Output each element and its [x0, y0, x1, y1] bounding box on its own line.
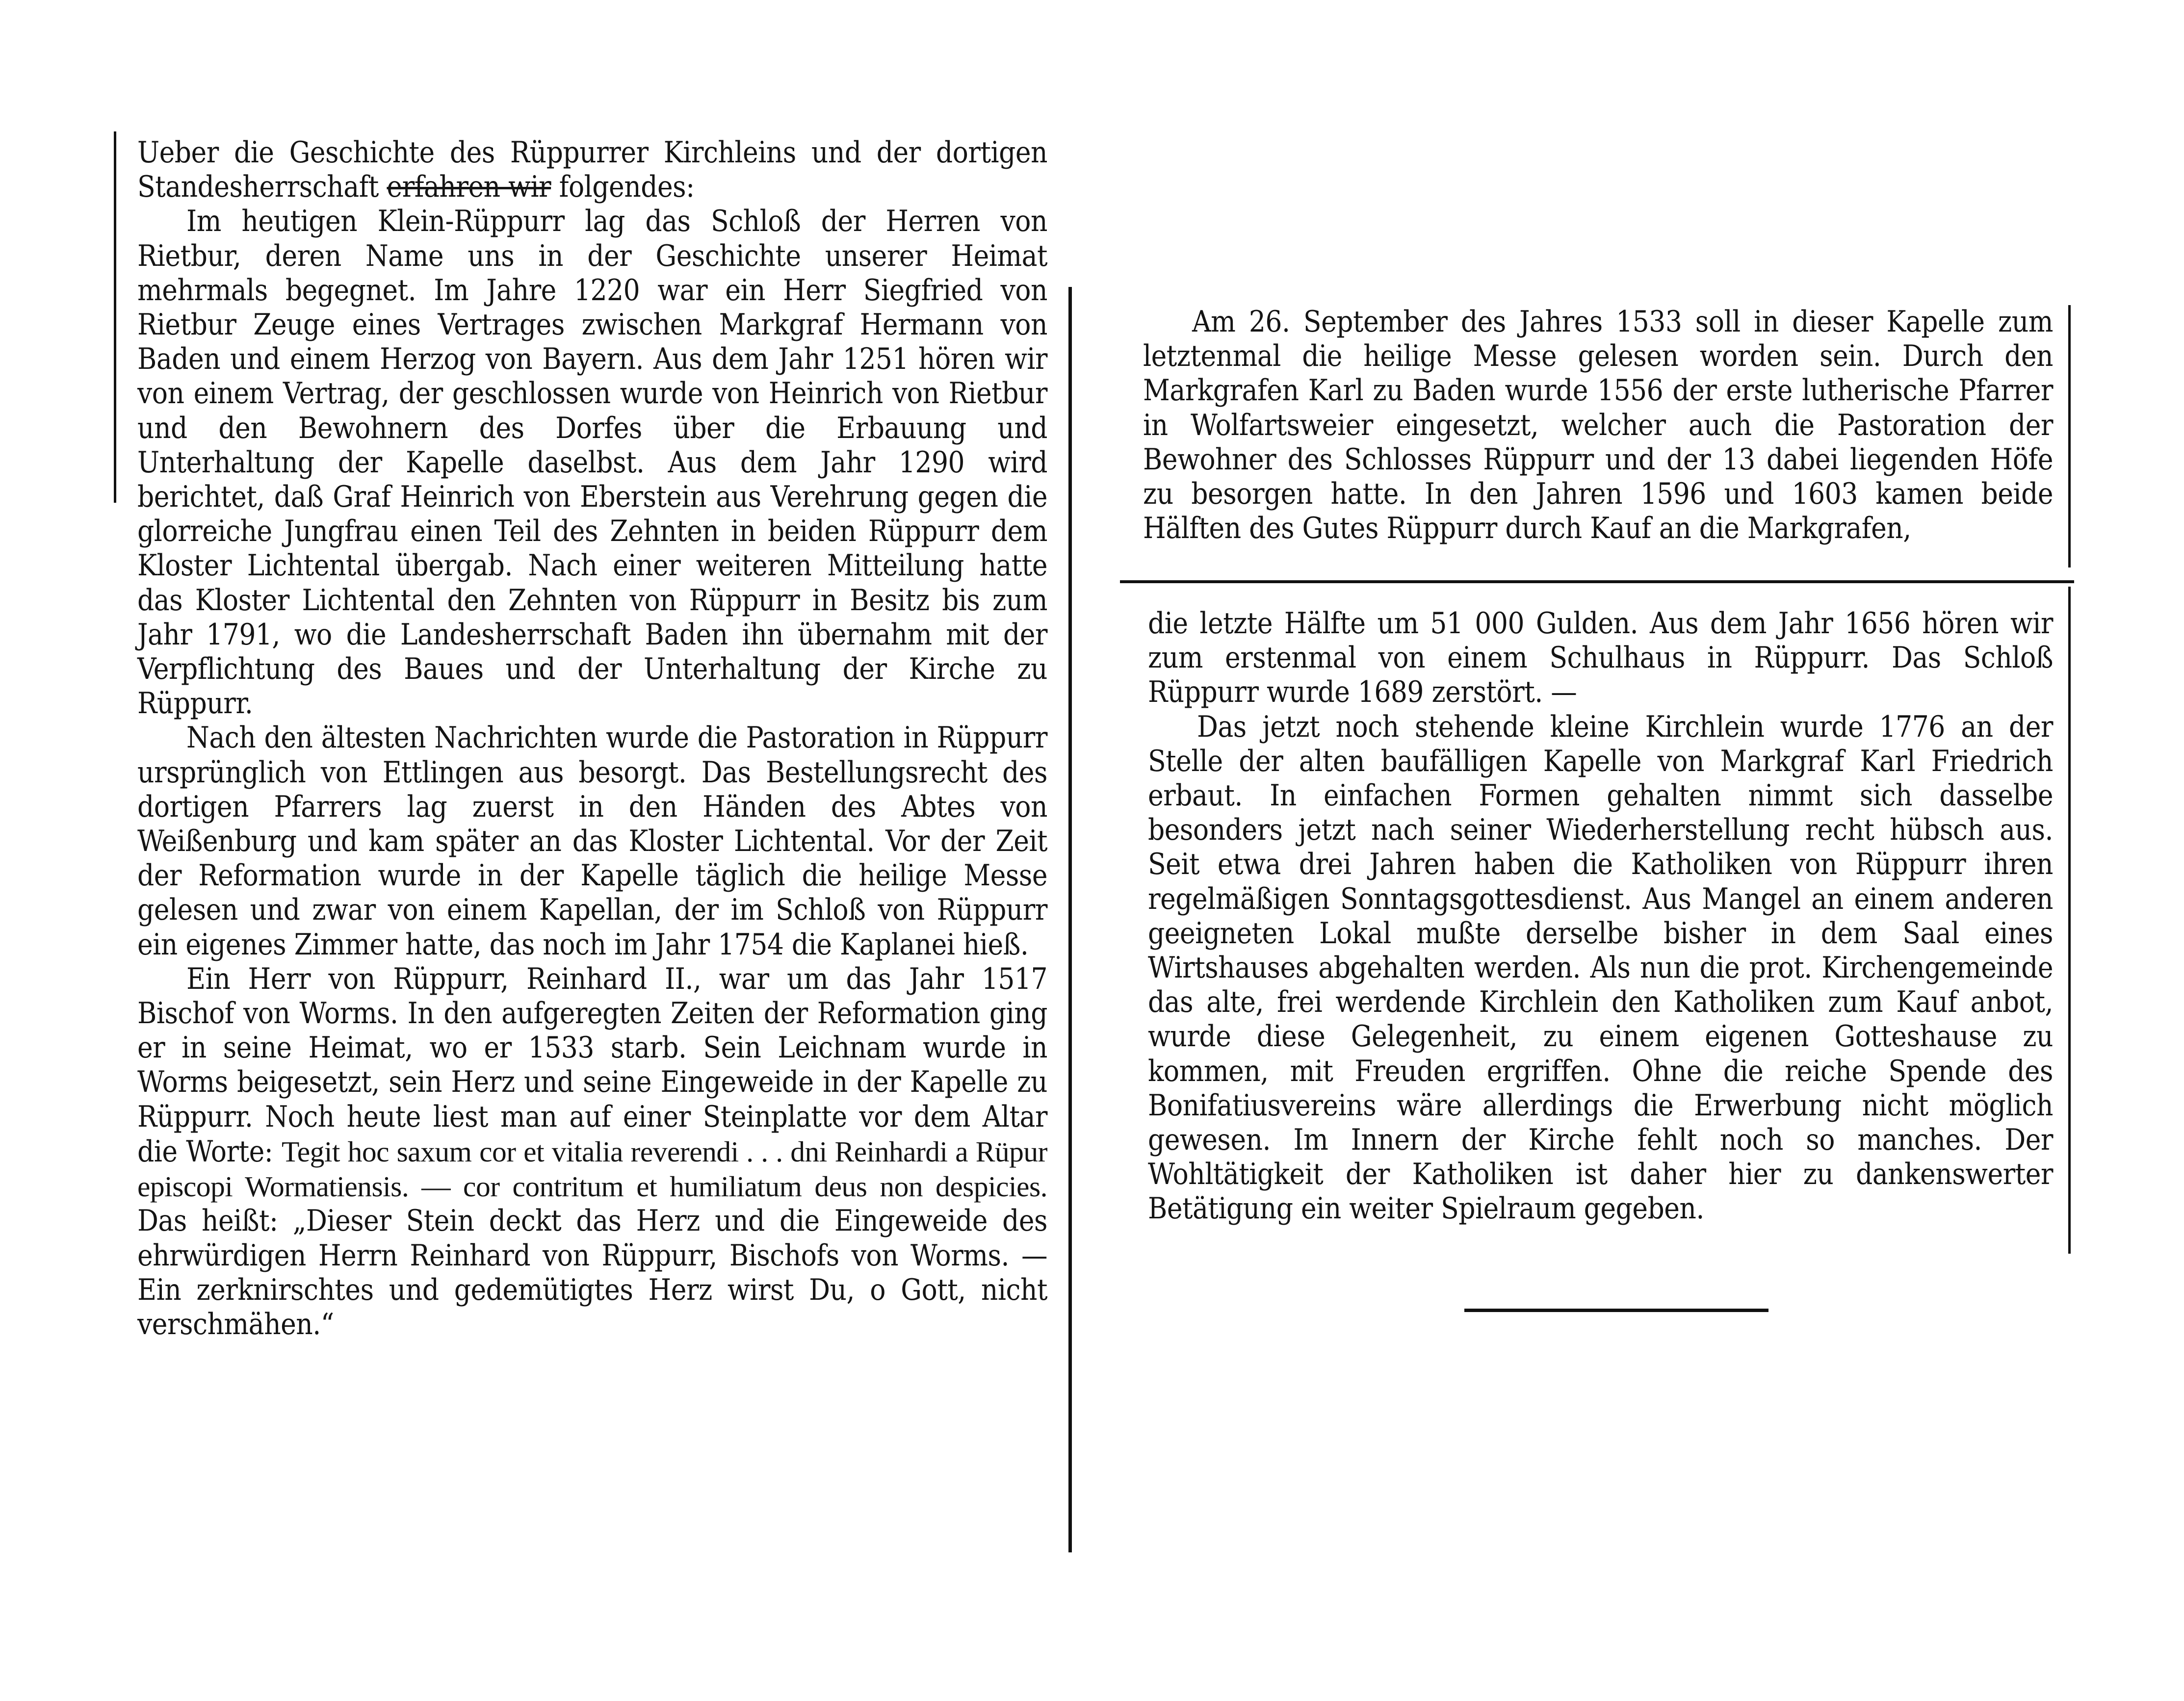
- left-margin-rule: [114, 131, 116, 503]
- paragraph-bishop: [137, 962, 1047, 1342]
- end-rule: [1464, 1309, 1768, 1312]
- paragraph-kirchlein: Das jetzt noch stehende kleine Kirchlein wurde 1776 an der Stelle der alten baufälligen Kapelle von Markgraf Karl Friedrich erbaut. In einfachen Formen gehalten nimmt sich dasselbe besonders jetzt nach seiner Wiederherstellung recht hübsch aus. Seit etwa drei Jahren haben die Katholiken von Rüppurr ihren regelmäßigen Sonntagsgottesdienst. Aus Mangel an einem anderen geeigneten Lokal mußte derselbe bisher in dem Saal eines Wirtshauses abgehalten werden. Als nun die prot. Kirchengemeinde das alte, frei werdende Kirchlein den Katholiken zum Kauf anbot, wurde diese Gelegenheit, zu einem eigenen Gotteshause zu kommen, mit Freuden ergriffen. Ohne die reiche Spende des Bonifatiusvereins wäre allerdings die Erwerbung nicht möglich gewesen. Im Innern der Kirche fehlt noch so manches. Der Wohltätigkeit der Katholiken ist daher hier zu dankenswerter Betätigung ein weiter Spielraum gegeben.: [1148, 710, 2053, 1226]
- right-column-bottom: [1148, 607, 2053, 1227]
- paragraph-last-mass: Am 26. September des Jahres 1533 soll in dieser Kapelle zum letztenmal die heilige Messe gelesen worden sein. Durch den Markgrafen Karl zu Baden wurde 1556 der erste lutherische Pfarrer in Wolfartsweier eingesetzt, welcher auch die Pastoration der Bewohner des Schlosses Rüppurr und der 13 dabei liegenden Höfe zu besorgen hatte. In den Jahren 1596 und 1603 kamen beide Hälften des Gutes Rüppurr durch Kauf an die Markgrafen,: [1143, 305, 2053, 546]
- text-intro-a: Ueber die Geschichte des Rüppurrer Kirchleins und der dortigen Standesherrschaft: [137, 136, 1047, 205]
- right-column-top: [1143, 305, 2053, 546]
- text-strikethrough: erfahren wir: [387, 170, 551, 205]
- paragraph-pastoration: Nach den ältesten Nachrichten wurde die Pastoration in Rüppurr ursprünglich von Ettlingen aus besorgt. Das Bestellungsrecht des dortigen Pfarrers lag zuerst in den Händen des Abtes von Weißenburg und kam später an das Kloster Lichtental. Vor der Zeit der Reformation wurde in der Kapelle täglich die heilige Messe gelesen und zwar von einem Kapellan, der im Schloß von Rüppurr ein eigenes Zimmer hatte, das noch im Jahr 1754 die Kaplanei hieß.: [137, 721, 1047, 962]
- text-bishop-a: Ein Herr von Rüppurr, Reinhard II., war um das Jahr 1517 Bischof von Worms. In den aufgeregten Zeiten der Reformation ging er in seine Heimat, wo er 1533 starb. Sein Leichnam wurde in Worms beigesetzt, sein Herz und seine Eingeweide in der Kapelle zu Rüppurr. Noch heute liest man auf einer Steinplatte vor dem Altar die Worte:: [137, 962, 1047, 1169]
- text-intro-b: folgendes:: [551, 170, 695, 205]
- right-bottom-margin-rule: [2068, 587, 2071, 1254]
- text-bishop-b: Das heißt: „Dieser Stein deckt das Herz und die Eingeweide des ehrwürdigen Herrn Reinhard von Rüppurr, Bischofs von Worms. — Ein zerknirschtes und gedemütigtes Herz wirst Du, o Gott, nicht verschmähen.“: [137, 1204, 1047, 1341]
- left-column: [137, 136, 1047, 1342]
- latin-inscription: Tegit hoc saxum cor et vitalia reverendi . . . dni Reinhardi a Rüpur episcopi Wormatiensis. — cor contritum et humiliatum deus non despicies.: [137, 1135, 1047, 1203]
- paragraph-history: Im heutigen Klein-Rüppurr lag das Schloß der Herren von Rietbur, deren Name uns in der Geschichte unserer Heimat mehrmals begegnet. Im Jahre 1220 war ein Herr Siegfried von Rietbur Zeuge eines Vertrages zwischen Markgraf Hermann von Baden und einem Herzog von Bayern. Aus dem Jahr 1251 hören wir von einem Vertrag, der geschlossen wurde von Heinrich von Rietbur und den Bewohnern des Dorfes über die Erbauung und Unterhaltung der Kapelle daselbst. Aus dem Jahr 1290 wird berichtet, daß Graf Heinrich von Eberstein aus Verehrung gegen die glorreiche Jungfrau einen Teil des Zehnten in beiden Rüppurr dem Kloster Lichtental übergab. Nach einer weiteren Mitteilung hatte das Kloster Lichtental den Zehnten von Rüppurr in Besitz bis zum Jahr 1791, wo die Landesherrschaft Baden ihn übernahm mit der Verpflichtung des Baues und der Unterhaltung der Kirche zu Rüppurr.: [137, 205, 1047, 721]
- section-break-rule: [1120, 580, 2074, 583]
- column-divider-rule: [1068, 287, 1072, 1552]
- paragraph-intro: [137, 136, 1047, 205]
- right-top-margin-rule: [2068, 305, 2071, 567]
- paragraph-continuation: die letzte Hälfte um 51 000 Gulden. Aus dem Jahr 1656 hören wir zum erstenmal von einem Schulhaus in Rüppurr. Das Schloß Rüppurr wurde 1689 zerstört. —: [1148, 607, 2053, 710]
